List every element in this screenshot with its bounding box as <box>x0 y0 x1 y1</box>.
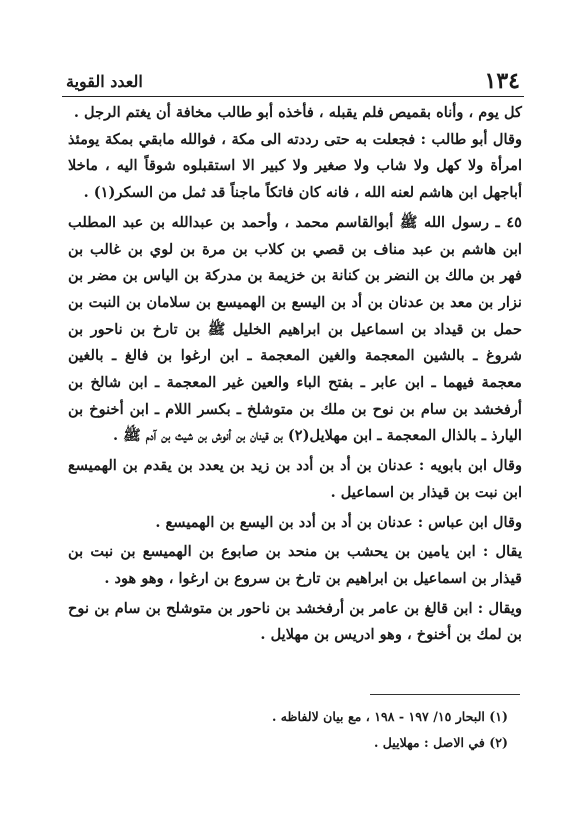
main-text <box>68 100 522 649</box>
page-number: ١٣٤ <box>484 68 520 94</box>
paragraph-2: وقال أبو طالب : فجعلت به حتى رددته الى مكة ، فوالله مابقي بمكة يومئذ امرأة ولا كهل ولا شاب ولا صغير ولا كبير الا استقبلوه شوقاً اليه ، ماخلا أباجهل ابن هاشم لعنه الله ، فانه كان فاتكاً ماجناً قد ثمل من السكر(١) . <box>68 130 522 202</box>
page-header <box>62 68 524 94</box>
paragraph-7: ويقال : ابن قالغ بن عامر بن أرفخشد بن ناحور بن متوشلح بن سام بن نوح بن لمك بن أخنوخ ، وهو ادريس بن مهلايل . <box>68 599 522 644</box>
footnotes <box>68 704 508 756</box>
footnote-1: (١) البحار ١٥/ ١٩٧ - ١٩٨ ، مع بيان لالفاظه . <box>272 709 508 724</box>
paragraph-3: ٤٥ ـ رسول الله ﷺ أبوالقاسم محمد ، وأحمد بن عبدالله بن عبد المطلب ابن هاشم بن عبد مناف بن قصي بن كلاب بن مرة بن لوي بن غالب بن فهر بن مالك بن النضر بن كنانة بن خزيمة بن مدركة بن الياس بن مضر بن نزار بن معد بن عدنان بن أد بن اليسع بن الهميسع بن سلامان بن النبت بن حمل بن قيداد بن اسماعيل بن ابراهيم الخليل ﷺ بن تارخ بن ناحور بن شروغ ـ بالشين المعجمة والغين المعجمة ـ ابن ارغوا بن فالغ ـ بالغين معجمة فيهما ـ ابن عابر ـ بفتح الباء والعين غير المعجمة ـ ابن شالخ بن أرفخشد بن سام بن نوح بن ملك بن متوشلخ ـ بكسر اللام ـ ابن أخنوخ بن اليارذ ـ بالذال المعجمة ـ ابن مهلايل(٢) بن قينان بن أنوش بن شيث بن آدم ﷺ . <box>68 213 522 445</box>
running-title: العدد القوية <box>66 72 143 91</box>
paragraph-4: وقال ابن بابويه : عدنان بن أد بن أدد بن زيد بن يعدد بن يقدم بن الهميسع ابن نبت بن قيذار بن اسماعيل . <box>68 457 522 501</box>
footnote-2: (٢) في الاصل : مهلاييل . <box>374 735 508 750</box>
paragraph-5: وقال ابن عباس : عدنان بن أد بن أدد بن اليسع بن الهميسع . <box>155 513 522 531</box>
paragraph-1: كل يوم ، وأناه بقميص فلم يقبله ، فأخذه أبو طالب مخافة أن يغتم الرجل . <box>73 104 522 121</box>
header-divider <box>62 96 524 97</box>
footnote-divider <box>370 694 520 695</box>
paragraph-6: يقال : ابن يامين بن يحشب بن منحد بن صابوع بن الهميسع بن نبت بن قيذار بن اسماعيل بن ابراهيم بن تارخ بن سروع بن ارغوا ، وهو هود . <box>68 543 522 587</box>
